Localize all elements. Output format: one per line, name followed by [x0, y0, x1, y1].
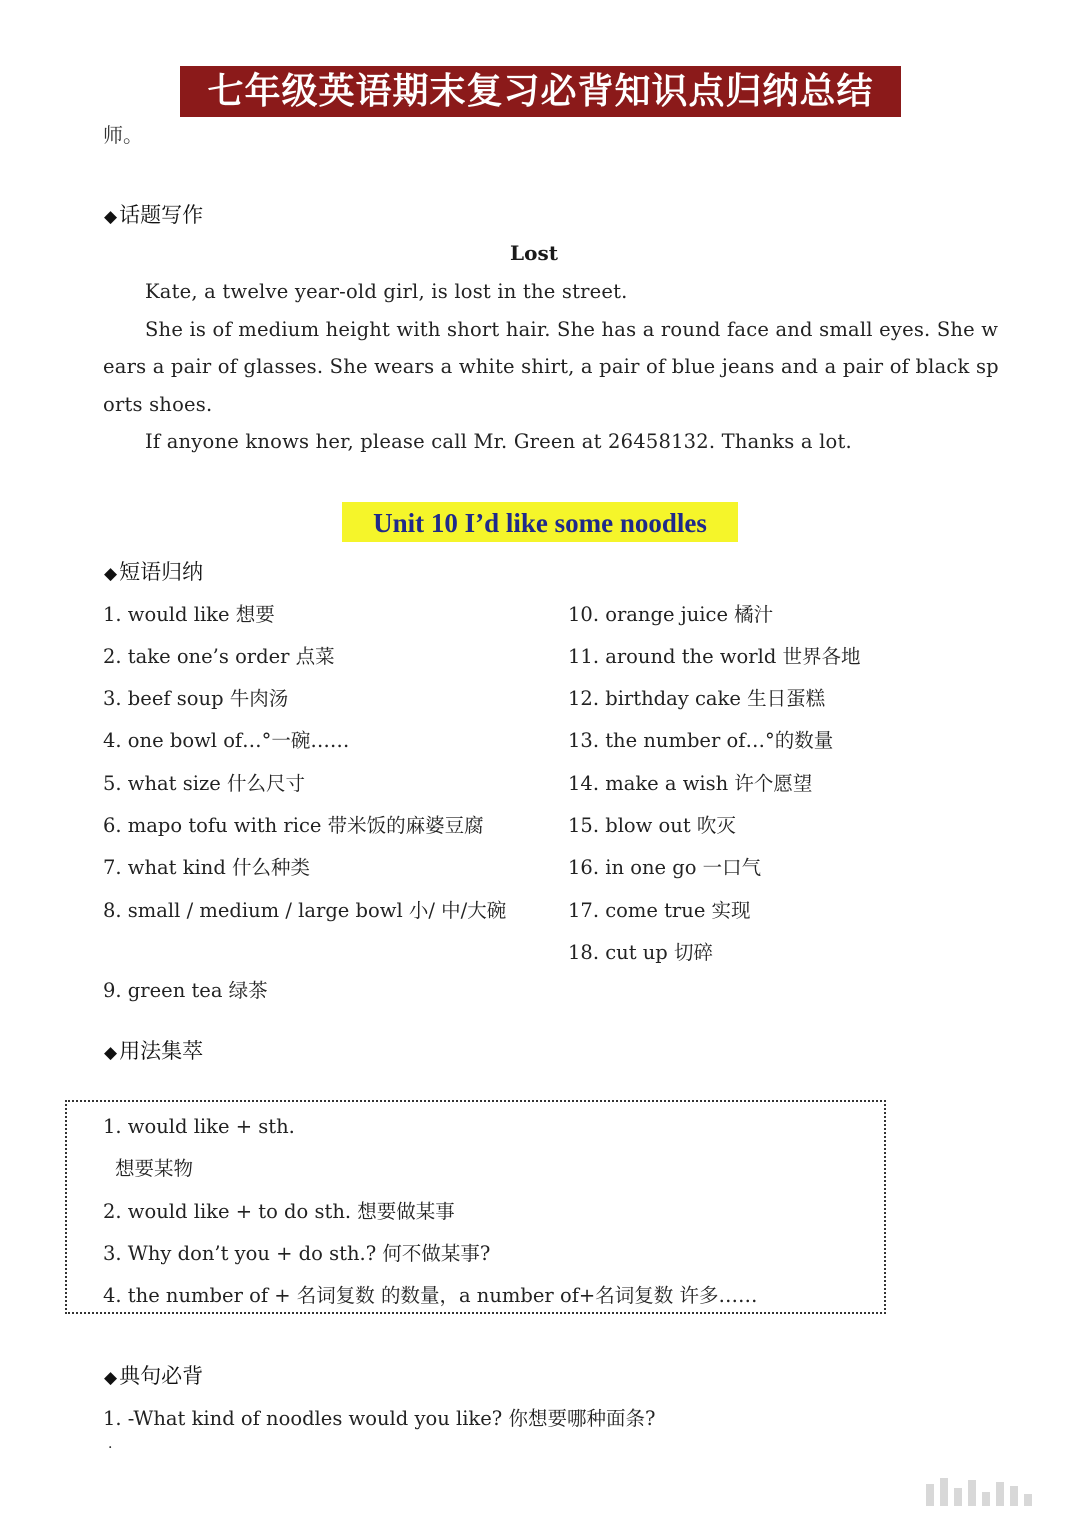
essay-line: Kate, a twelve year-old girl, is lost in the street. [145, 280, 628, 303]
phrase-item: 6. mapo tofu with rice 带米饭的麻婆豆腐 [103, 814, 484, 837]
phrase-item: 7. what kind 什么种类 [103, 856, 311, 879]
phrase-item: 15. blow out 吹灭 [568, 814, 736, 837]
phrase-item: 8. small / medium / large bowl 小/ 中/大碗 [103, 899, 507, 922]
diamond-bullet-icon: ◆ [104, 1368, 118, 1388]
phrase-item: 4. one bowl of…°一碗…… [103, 729, 350, 752]
usage-line: 1. would like + sth. [103, 1115, 295, 1138]
phrase-item: 2. take one’s order 点菜 [103, 645, 335, 668]
phrase-item: 9. green tea 绿茶 [103, 979, 268, 1002]
section-heading-usage [104, 1035, 203, 1065]
essay-line: If anyone knows her, please call Mr. Green at 26458132. Thanks a lot. [145, 430, 852, 453]
section-heading-topic-writing [104, 199, 203, 229]
phrase-item: 16. in one go 一口气 [568, 856, 762, 879]
usage-line: 2. would like + to do sth. 想要做某事 [103, 1200, 455, 1223]
essay-title: Lost [510, 241, 558, 265]
phrase-item: 1. would like 想要 [103, 603, 275, 626]
usage-line: 想要某物 [115, 1157, 194, 1180]
usage-line: 3. Why don’t you + do sth.? 何不做某事? [103, 1242, 491, 1265]
usage-line: 4. the number of + 名词复数 的数量，a number of+名词复数 许多…… [103, 1284, 758, 1307]
page-title: 七年级英语期末复习必背知识点归纳总结 [180, 66, 901, 117]
phrase-item: 17. come true 实现 [568, 899, 751, 922]
section-heading-label: 典句必背 [119, 1364, 204, 1388]
phrase-item: 14. make a wish 许个愿望 [568, 772, 813, 795]
watermark-bars-icon [920, 1476, 1060, 1506]
trailing-mark: · [108, 1440, 113, 1456]
section-heading-phrases [104, 556, 203, 586]
phrase-item: 10. orange juice 橘汁 [568, 603, 774, 626]
essay-line: orts shoes. [103, 393, 213, 416]
carry-over-text: 师。 [103, 123, 143, 147]
section-heading-key-sentences [104, 1360, 203, 1390]
section-heading-label: 短语归纳 [119, 560, 204, 584]
phrase-item: 3. beef soup 牛肉汤 [103, 687, 289, 710]
essay-line: She is of medium height with short hair. She has a round face and small eyes. She w [145, 318, 999, 341]
phrase-item: 18. cut up 切碎 [568, 941, 713, 964]
diamond-bullet-icon: ◆ [104, 564, 118, 584]
unit-heading: Unit 10 I’d like some noodles [342, 502, 738, 542]
essay-line: ears a pair of glasses. She wears a white shirt, a pair of blue jeans and a pair of black sp [103, 355, 999, 378]
section-heading-label: 用法集萃 [119, 1039, 204, 1063]
phrase-item: 11. around the world 世界各地 [568, 645, 861, 668]
diamond-bullet-icon: ◆ [104, 1043, 118, 1063]
phrase-item: 12. birthday cake 生日蛋糕 [568, 687, 826, 710]
phrase-item: 13. the number of…°的数量 [568, 729, 834, 752]
section-heading-label: 话题写作 [119, 203, 204, 227]
key-sentence: 1. -What kind of noodles would you like? 你想要哪种面条? [103, 1407, 656, 1430]
phrase-item: 5. what size 什么尺寸 [103, 772, 305, 795]
diamond-bullet-icon: ◆ [104, 207, 118, 227]
